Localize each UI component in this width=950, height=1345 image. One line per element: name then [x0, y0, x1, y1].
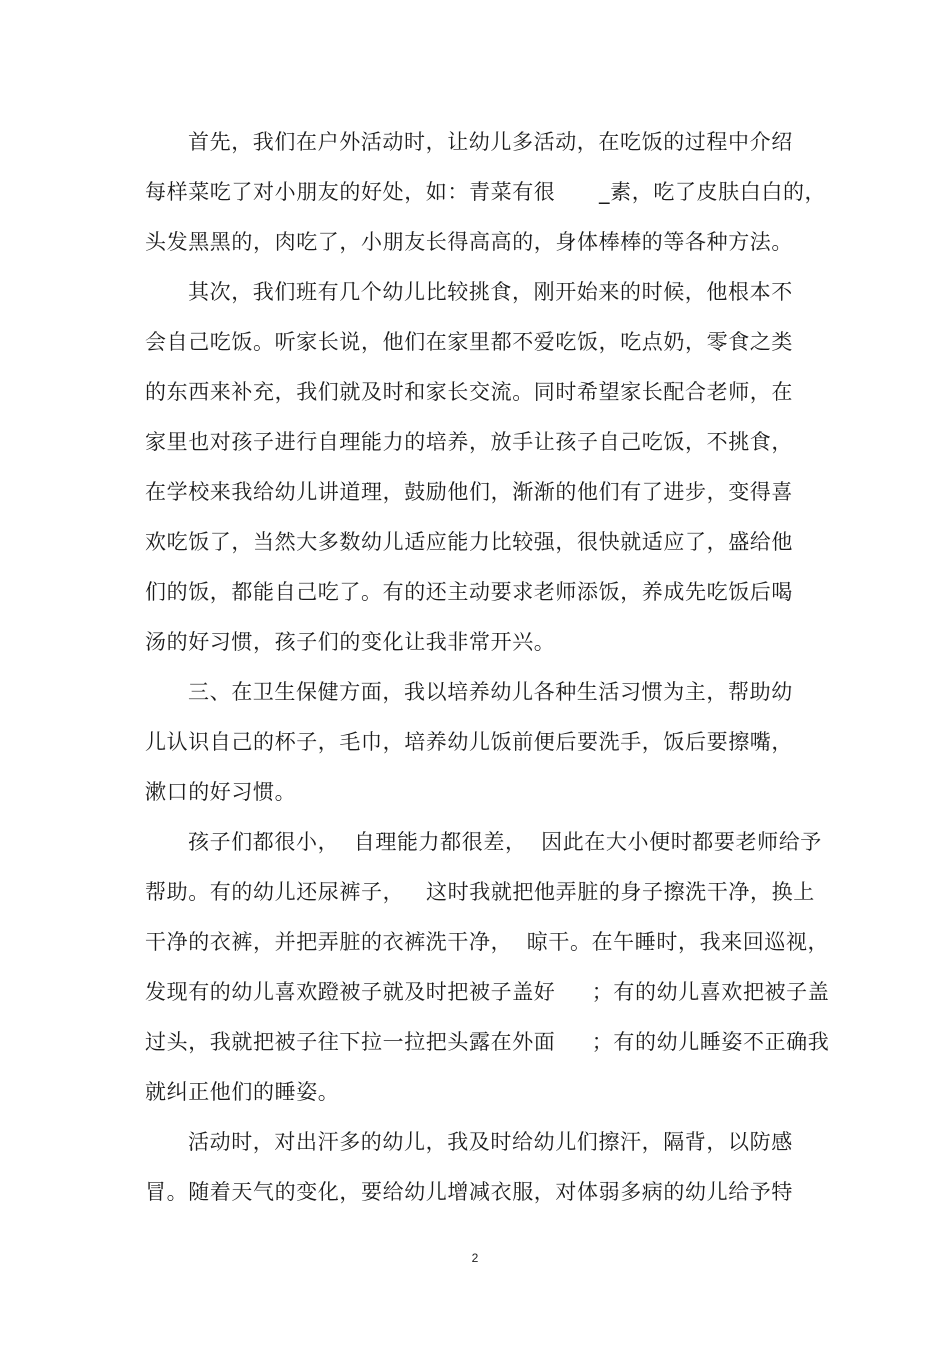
paragraph-2-line-6: 欢吃饭了，当然大多数幼儿适应能力比较强，很快就适应了，盛给他 [145, 530, 793, 554]
paragraph-4-line-4: 发现有的幼儿喜欢蹬被子就及时把被子盖好 ；有的幼儿喜欢把被子盖 [145, 980, 830, 1004]
paragraph-2-line-5: 在学校来我给幼儿讲道理，鼓励他们，渐渐的他们有了进步，变得喜 [145, 480, 793, 504]
paragraph-3-line-3: 漱口的好习惯。 [145, 780, 297, 804]
paragraph-2-line-8: 汤的好习惯，孩子们的变化让我非常开兴。 [145, 630, 556, 654]
paragraph-2-line-3: 的东西来补充，我们就及时和家长交流。同时希望家长配合老师，在 [145, 380, 793, 404]
paragraph-5-line-1: 活动时，对出汗多的幼儿，我及时给幼儿们擦汗，隔背，以防感 [188, 1130, 793, 1154]
paragraph-4-line-6: 就纠正他们的睡姿。 [145, 1080, 340, 1104]
paragraph-4-line-3: 干净的衣裤，并把弄脏的衣裤洗干净， 晾干。在午睡时，我来回巡视， [145, 930, 830, 954]
paragraph-4-line-1: 孩子们都很小， 自理能力都很差， 因此在大小便时都要老师给予 [188, 830, 822, 854]
paragraph-1-line-3: 头发黑黑的，肉吃了，小朋友长得高高的，身体棒棒的等各种方法。 [145, 230, 793, 254]
paragraph-2-line-1: 其次，我们班有几个幼儿比较挑食，刚开始来的时候，他根本不 [188, 280, 793, 304]
paragraph-1-line-2: 每样菜吃了对小朋友的好处，如：青菜有很 _素，吃了皮肤白白的， [145, 180, 827, 204]
paragraph-1-line-1: 首先，我们在户外活动时，让幼儿多活动，在吃饭的过程中介绍 [188, 130, 793, 154]
paragraph-5-line-2: 冒。随着天气的变化，要给幼儿增减衣服，对体弱多病的幼儿给予特 [145, 1180, 793, 1204]
paragraph-4-line-2: 帮助。有的幼儿还尿裤子， 这时我就把他弄脏的身子擦洗干净，换上 [145, 880, 815, 904]
paragraph-4-line-5: 过头，我就把被子往下拉一拉把头露在外面 ；有的幼儿睡姿不正确我 [145, 1030, 830, 1054]
paragraph-3-line-2: 儿认识自己的杯子，毛巾，培养幼儿饭前便后要洗手，饭后要擦嘴， [145, 730, 793, 754]
paragraph-2-line-2: 会自己吃饭。听家长说，他们在家里都不爱吃饭，吃点奶，零食之类 [145, 330, 793, 354]
paragraph-3-line-1: 三、在卫生保健方面，我以培养幼儿各种生活习惯为主，帮助幼 [188, 680, 793, 704]
page-number: 2 [471, 1251, 479, 1265]
paragraph-2-line-7: 们的饭，都能自己吃了。有的还主动要求老师添饭，养成先吃饭后喝 [145, 580, 793, 604]
paragraph-2-line-4: 家里也对孩子进行自理能力的培养，放手让孩子自己吃饭，不挑食， [145, 430, 793, 454]
